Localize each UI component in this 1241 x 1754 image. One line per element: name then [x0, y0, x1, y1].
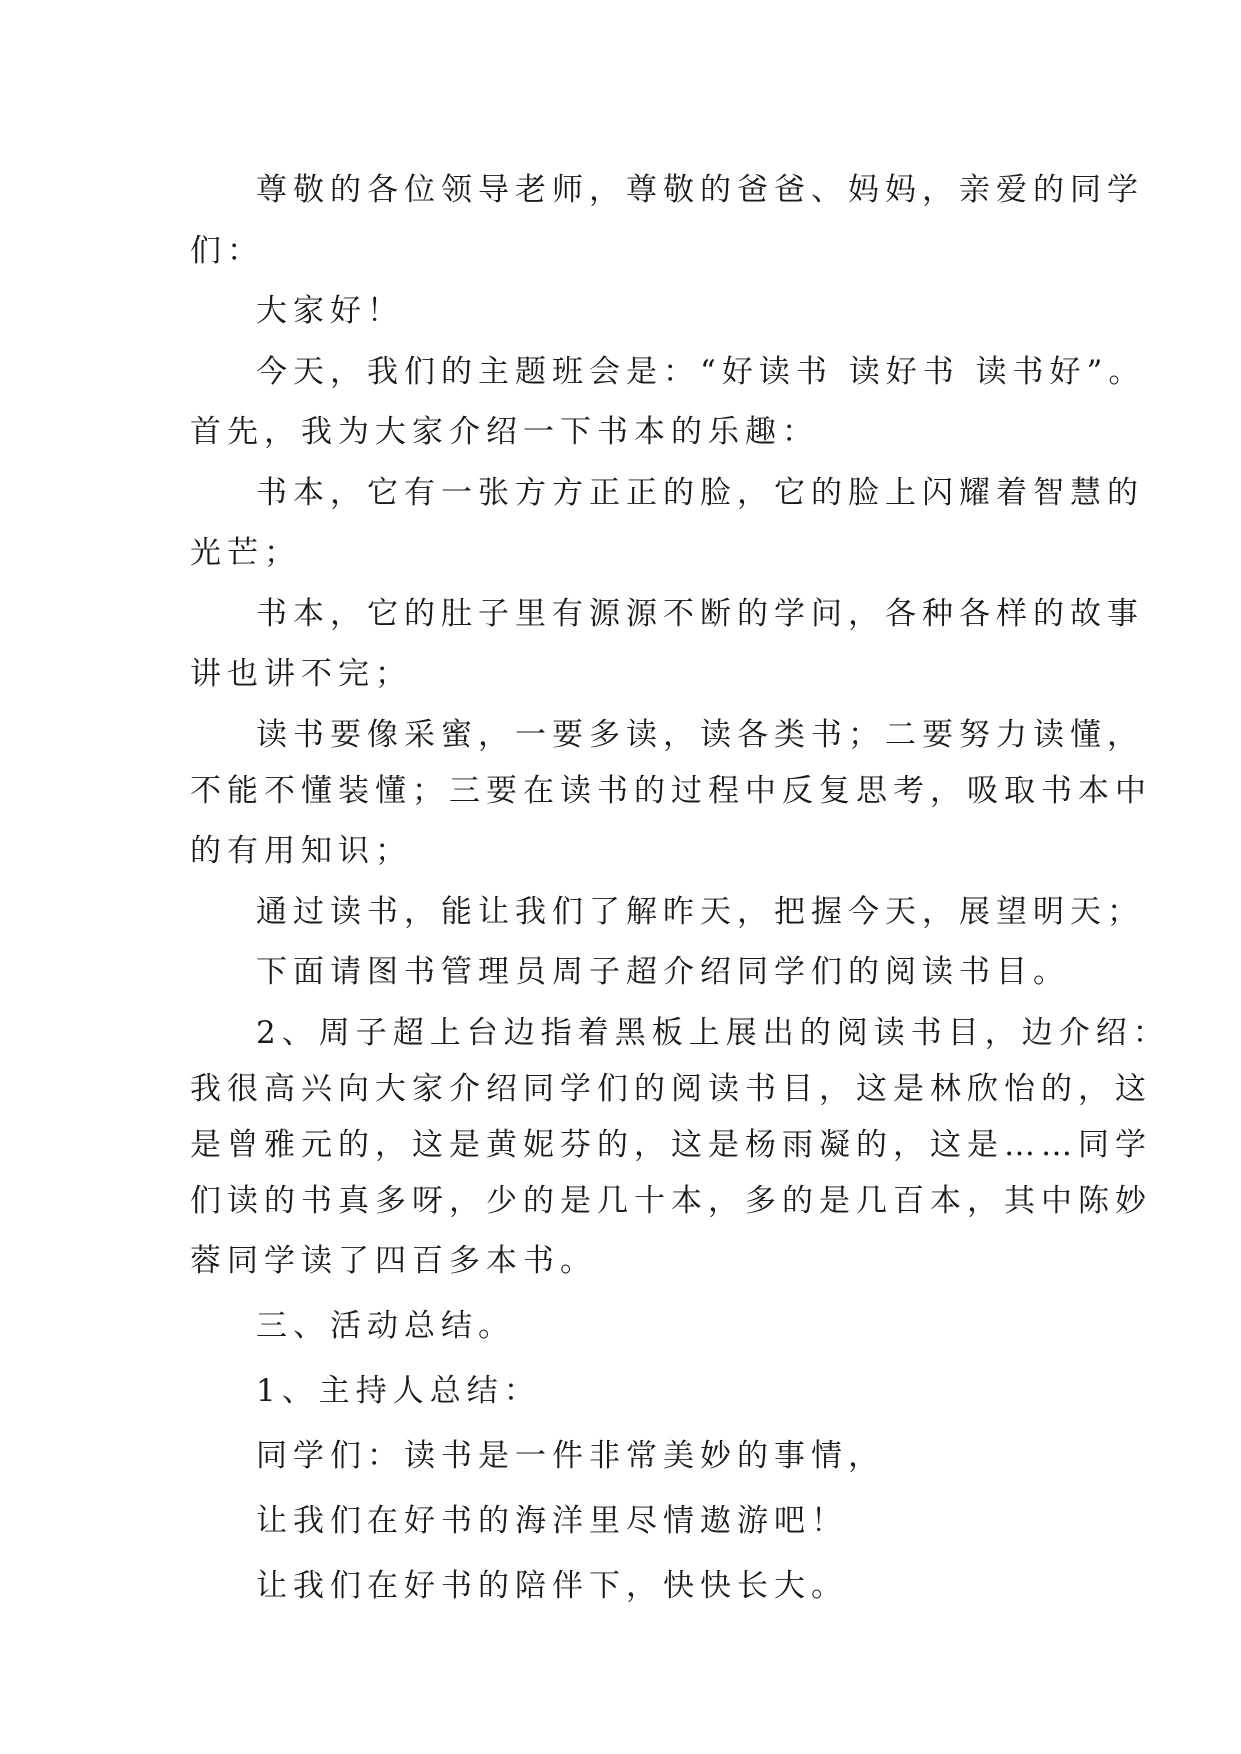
paragraph-line-step-2-cont-2: 是曾雅元的，这是黄妮芬的，这是杨雨凝的，这是……同学 [190, 1127, 1152, 1163]
paragraph-line-grow-up: 让我们在好书的陪伴下，快快长大。 [256, 1568, 848, 1604]
paragraph-line-read-like-bees-end: 的有用知识； [190, 833, 412, 869]
paragraph-line-step-2: 2、周子超上台边指着黑板上展出的阅读书目，边介绍： [256, 1015, 1170, 1051]
paragraph-line-ocean: 让我们在好书的海洋里尽情遨游吧！ [256, 1503, 848, 1539]
paragraph-line-theme: 今天，我们的主题班会是：“好读书 读好书 读书好”。 [256, 354, 1146, 390]
paragraph-line-book-belly: 书本，它的肚子里有源源不断的学问，各种各样的故事 [256, 596, 1144, 632]
paragraph-line-step-2-end: 蓉同学读了四百多本书。 [190, 1243, 597, 1279]
paragraph-line-step-2-cont-1: 我很高兴向大家介绍同学们的阅读书目，这是林欣怡的，这 [190, 1071, 1152, 1107]
paragraph-line-book-face-cont: 光芒； [190, 535, 301, 571]
paragraph-line-classmates: 同学们：读书是一件非常美妙的事情， [256, 1438, 885, 1474]
paragraph-line-book-face: 书本，它有一张方方正正的脸，它的脸上闪耀着智慧的 [256, 475, 1144, 511]
section-heading-summary: 三、活动总结。 [256, 1308, 515, 1344]
paragraph-line-book-belly-cont: 讲也讲不完； [190, 656, 412, 692]
paragraph-line-theme-cont: 首先，我为大家介绍一下书本的乐趣： [190, 414, 819, 450]
paragraph-line-read-like-bees: 读书要像采蜜，一要多读，读各类书；二要努力读懂， [256, 717, 1144, 753]
paragraph-line-step-2-cont-3: 们读的书真多呀，少的是几十本，多的是几百本，其中陈妙 [190, 1183, 1152, 1219]
paragraph-line-through-reading: 通过读书，能让我们了解昨天，把握今天，展望明天； [256, 894, 1144, 930]
paragraph-line-read-like-bees-cont: 不能不懂装懂；三要在读书的过程中反复思考，吸取书本中 [190, 773, 1152, 809]
paragraph-line-hello: 大家好！ [256, 293, 404, 329]
paragraph-line-greeting-cont: 们： [190, 233, 264, 269]
paragraph-line-greeting: 尊敬的各位领导老师，尊敬的爸爸、妈妈，亲爱的同学 [256, 172, 1144, 208]
paragraph-line-host-summary: 1、主持人总结： [256, 1373, 541, 1409]
paragraph-line-librarian-intro: 下面请图书管理员周子超介绍同学们的阅读书目。 [256, 954, 1070, 990]
document-body [190, 158, 1170, 1619]
